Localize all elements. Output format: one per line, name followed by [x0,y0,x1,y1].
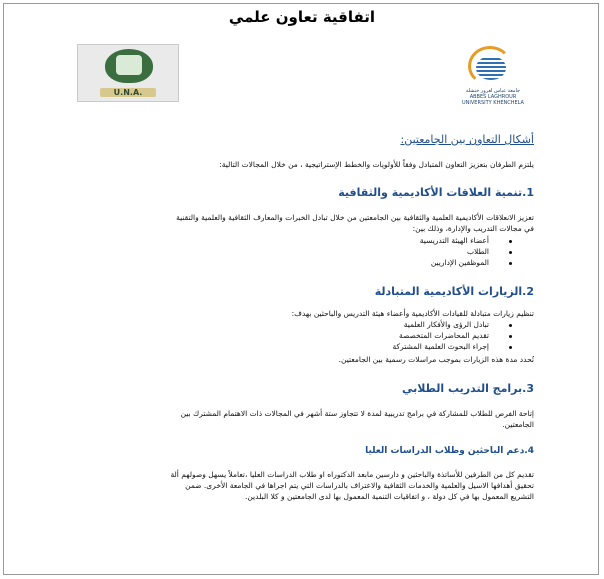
list-item-text: الموظفين الإداريين [430,258,489,267]
list-item [392,319,512,330]
list-item [420,235,512,246]
section-4-line-1: تقديم كل من الطرفين للأساتذة والباحثين و دارسين مابعد الدكتوراه او طلاب الدراسات العليا ،تعاملاً يسهل وصولهم ألة [170,470,534,479]
bullet-icon [509,346,512,349]
forms-heading: أشكال التعاون بين الجامعتين: [400,133,534,146]
list-item [392,330,512,341]
university-logo [458,44,528,106]
section-3-line-1: إتاحة الفرص للطلاب للمشاركة في برامج تدريبية لمدة لا تتجاوز ستة أشهر في المجالات ذات الاهتمام المشترك بين [180,409,534,418]
section-2-list [392,319,512,352]
emblem-badge-text: U.N.A. [100,88,156,97]
list-item-text: تبادل الرؤى والأفكار العلمية [403,320,489,329]
bullet-icon [509,335,512,338]
university-emblem-icon [105,49,153,83]
list-item-text: أعضاء الهيئة التدريسية [419,236,489,245]
section-4-line-2: تحقيق أهدافها الاسيل والعلمية والخدمات الثقافية والاعتراف بالدراسات التي يتم اجراها في الجامعة الأخرى. ضمن [185,481,534,490]
section-4-heading: 4.دعم الباحثين وطلاب الدراسات العليا [365,446,534,456]
page-title: اتفاقية تعاون علمي [228,8,376,26]
bullet-icon [509,240,512,243]
university-logo-caption: جامعة عباس لغرور خنشلة ABBES LAGHROUR UNIVERSITY KHENCHELA [462,88,524,106]
list-item [420,246,512,257]
section-2-closing: تُحدد مدة هذه الزيارات بموجب مراسلات رسمية بين الجامعتين. [338,355,534,364]
section-4-line-3: التشريع المعمول بها في كل دولة ، و اتفاقيات التنمية المعمول بها لدى الجامعتين و كلا البلدين. [244,492,534,501]
forms-intro: يلتزم الطرفان بتعزيز التعاون المتبادل وفقاً للأولويات والخطط الإستراتيجية ، من خلال المجالات التالية: [219,160,534,169]
section-1-line-2: في مجالات التدريب والإدارة، وذلك بين: [412,224,534,233]
section-1-line-1: تعزيز الانعلاقات الأكاديمية العلمية والثقافية بين الجامعتين من خلال تبادل الخبرات والمعارف الثقافية والعلمية والتقنية [176,213,534,222]
section-1-heading: 1.تنمية العلاقات الأكاديمية والثقافية [338,186,534,199]
university-emblem-logo [77,44,179,102]
list-item-text: الطلاب [466,247,489,256]
bullet-icon [509,251,512,254]
list-item-text: تقديم المحاضرات المتخصصة [399,331,489,340]
globe-lines [476,56,506,80]
list-item-text: إجراء البحوث العلمية المشتركة [392,342,489,351]
section-3-heading: 3.برامج التدريب الطلابي [401,382,534,395]
section-2-heading: 2.الزيارات الأكاديمية المتبادلة [374,285,534,298]
section-3-line-2: الجامعتين. [502,420,534,429]
list-item [420,257,512,268]
section-1-list [420,235,512,268]
list-item [392,341,512,352]
bullet-icon [509,324,512,327]
bullet-icon [509,262,512,265]
section-2-line-1: تنظيم زيارات متبادلة للقيادات الأكاديمية وأعضاء هيئة التدريس والباحثين بهدف: [291,309,534,318]
